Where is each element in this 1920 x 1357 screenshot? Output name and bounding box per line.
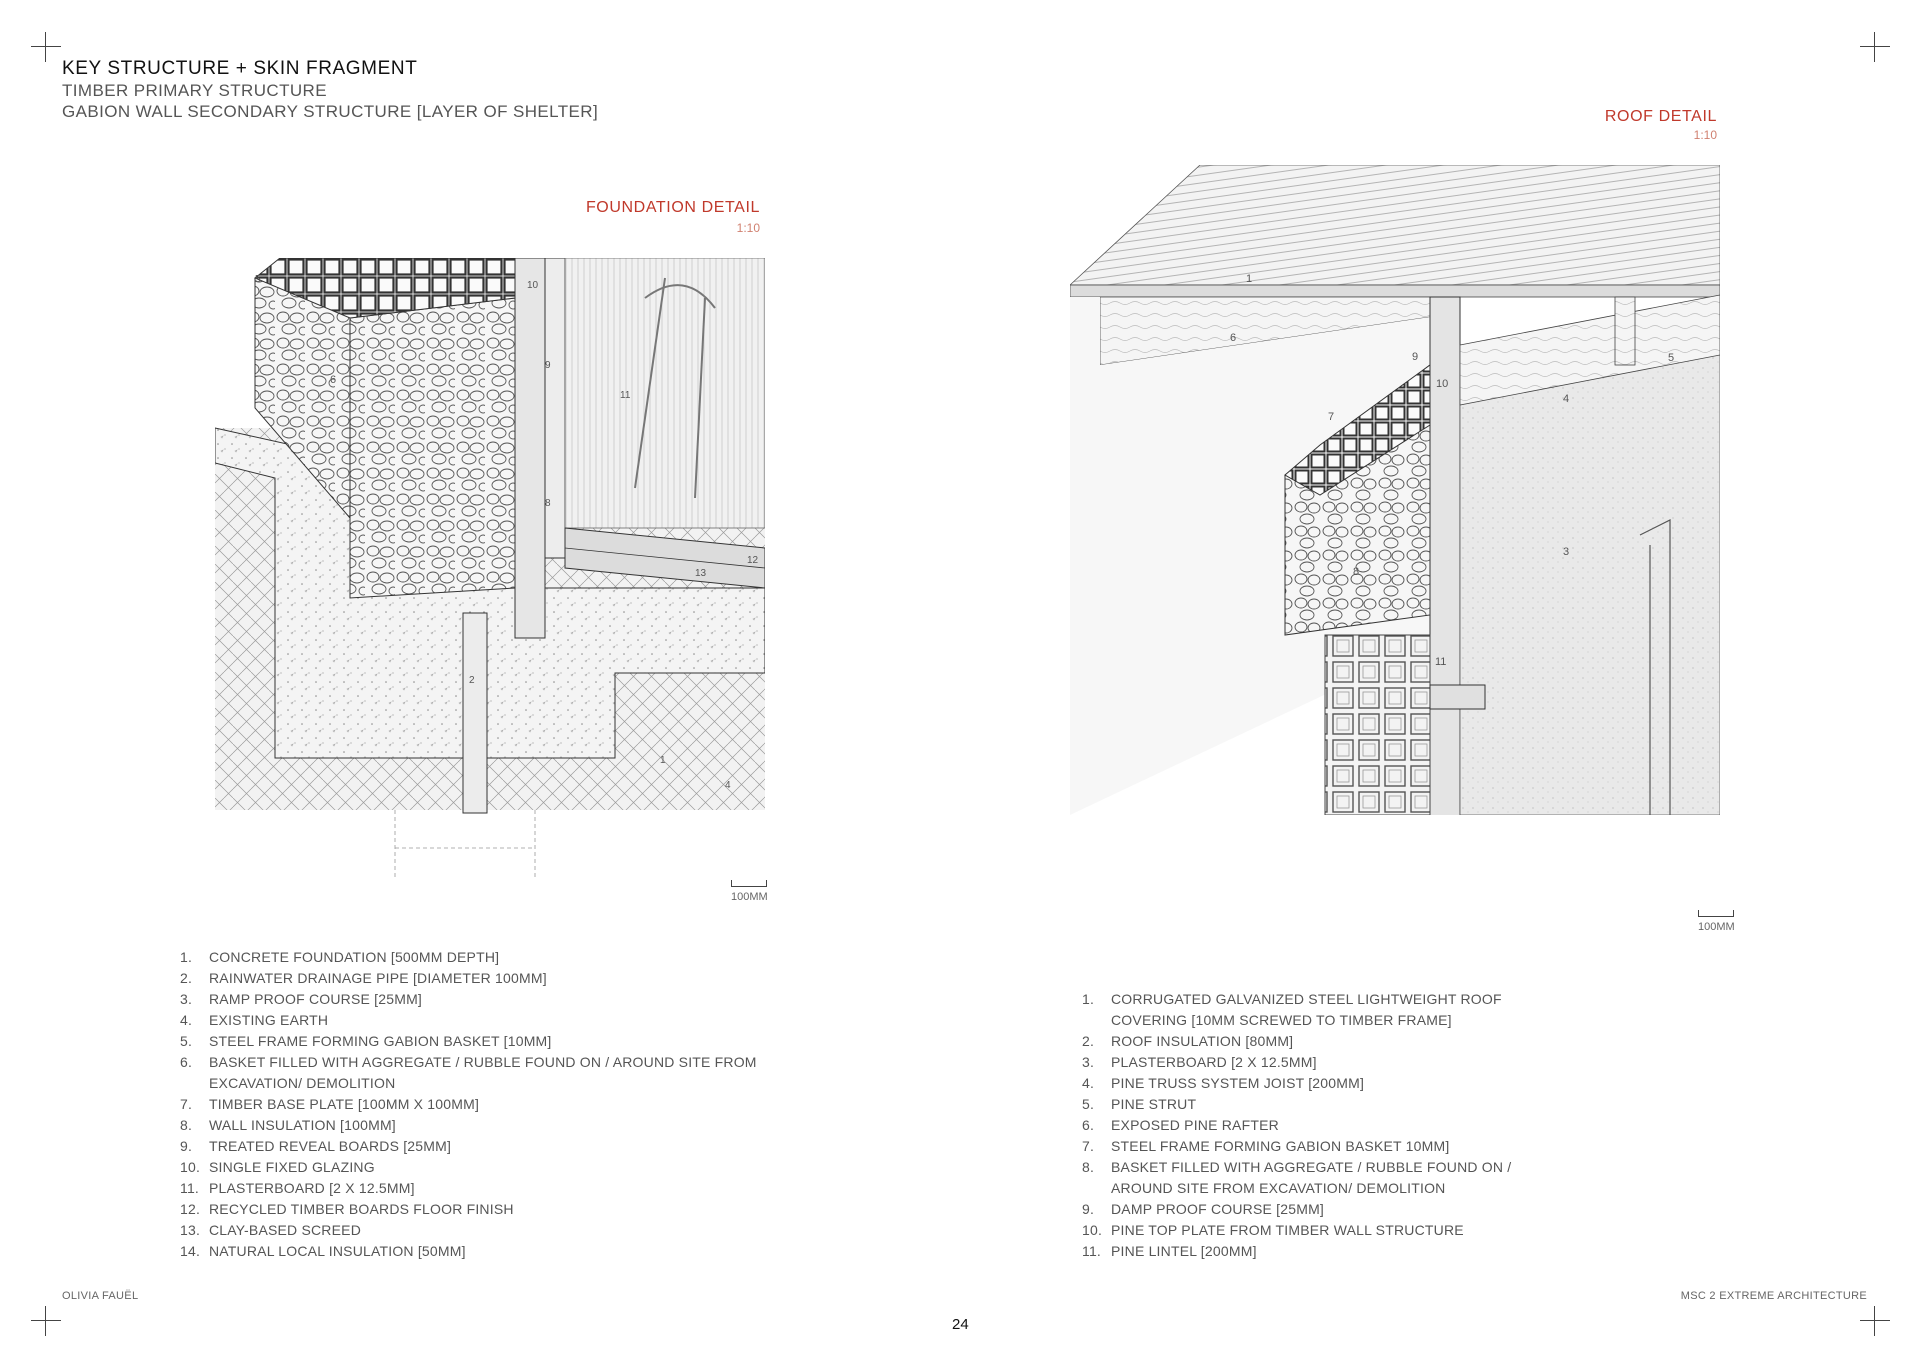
legend-item-number: 11. — [1082, 1243, 1102, 1259]
legend-item — [180, 1031, 780, 1052]
corrugated-roof — [1070, 165, 1720, 285]
pine-strut — [1615, 297, 1635, 365]
legend-item-number: 13. — [180, 1222, 201, 1238]
legend-item-number: 8. — [1082, 1159, 1095, 1175]
roof-legend — [1082, 989, 1522, 1262]
callout-11: 11 — [1435, 656, 1447, 668]
legend-item — [180, 968, 780, 989]
crop-mark-bottom-right — [1860, 1306, 1890, 1336]
legend-item-number: 14. — [180, 1243, 201, 1259]
legend-item-text: RAMP PROOF COURSE [25MM] — [209, 991, 423, 1007]
legend-item-text: TIMBER BASE PLATE [100MM X 100MM] — [209, 1096, 480, 1112]
legend-item-text: EXPOSED PINE RAFTER — [1111, 1117, 1279, 1133]
roof-detail-title: ROOF DETAIL — [1604, 108, 1717, 125]
callout-1: 1 — [1246, 273, 1253, 285]
legend-item — [180, 1115, 780, 1136]
crop-mark-bottom-left — [31, 1306, 61, 1336]
legend-item-text: PINE TRUSS SYSTEM JOIST [200MM] — [1111, 1075, 1365, 1091]
legend-item-number: 4. — [180, 1012, 193, 1028]
legend-item-number: 10. — [180, 1159, 201, 1175]
legend-item — [180, 1199, 780, 1220]
interior-plasterboard — [565, 258, 765, 528]
footer-course: MSC 2 EXTREME ARCHITECTURE — [1680, 1290, 1867, 1302]
callout-5: 5 — [255, 274, 261, 285]
legend-item — [1082, 1157, 1522, 1199]
legend-item — [1082, 1073, 1522, 1094]
roof-drawing-svg — [1070, 165, 1720, 815]
interior-plasterboard — [1460, 345, 1720, 815]
page-subtitle-primary: TIMBER PRIMARY STRUCTURE — [62, 81, 327, 100]
legend-item-text: DAMP PROOF COURSE [25MM] — [1111, 1201, 1325, 1217]
legend-item — [180, 1220, 780, 1241]
roof-detail-scale: 1:10 — [1693, 128, 1717, 142]
legend-item-text: BASKET FILLED WITH AGGREGATE / RUBBLE FOUND ON / AROUND SITE FROM EXCAVATION/ DEMOLITION — [1111, 1159, 1512, 1196]
foundation-detail-drawing — [215, 258, 765, 880]
callout-11: 11 — [620, 390, 631, 401]
legend-item-text: PINE STRUT — [1111, 1096, 1197, 1112]
legend-item-text: STEEL FRAME FORMING GABION BASKET 10MM] — [1111, 1138, 1450, 1154]
legend-item-number: 7. — [180, 1096, 193, 1112]
foundation-detail-title: FOUNDATION DETAIL — [585, 199, 760, 216]
callout-9: 9 — [1412, 351, 1419, 363]
legend-item-text: SINGLE FIXED GLAZING — [209, 1159, 375, 1175]
callout-9: 9 — [545, 360, 551, 371]
roof-scalebar — [1698, 910, 1734, 933]
legend-item-number: 12. — [180, 1201, 201, 1217]
legend-item-text: PINE TOP PLATE FROM TIMBER WALL STRUCTURE — [1111, 1222, 1464, 1238]
legend-item-number: 1. — [1082, 991, 1095, 1007]
legend-item-text: CLAY-BASED SCREED — [209, 1222, 362, 1238]
legend-item-number: 9. — [180, 1138, 193, 1154]
wall-insulation — [515, 258, 545, 638]
crop-mark-top-left — [31, 32, 61, 62]
crop-mark-top-right — [1860, 32, 1890, 62]
legend-item-number: 5. — [1082, 1096, 1095, 1112]
footer-author: OLIVIA FAUËL — [62, 1290, 139, 1302]
callout-12: 12 — [747, 555, 759, 566]
callout-8: 8 — [545, 498, 551, 509]
legend-item-text: NATURAL LOCAL INSULATION [50MM] — [209, 1243, 466, 1259]
legend-item — [180, 1010, 780, 1031]
legend-item-text: BASKET FILLED WITH AGGREGATE / RUBBLE FOUND ON / AROUND SITE FROM EXCAVATION/ DEMOLITION — [209, 1054, 757, 1091]
page-subtitle-secondary: GABION WALL SECONDARY STRUCTURE [LAYER OF SHELTER] — [62, 102, 599, 121]
page-number: 24 — [952, 1316, 969, 1333]
legend-item — [180, 1094, 780, 1115]
gabion-basket-front — [350, 298, 515, 598]
legend-item-text: PLASTERBOARD [2 X 12.5MM] — [209, 1180, 415, 1196]
legend-item — [1082, 989, 1522, 1031]
legend-item — [180, 947, 780, 968]
legend-item-number: 4. — [1082, 1075, 1095, 1091]
callout-7: 7 — [1328, 411, 1335, 423]
legend-item — [180, 1241, 780, 1262]
legend-item-number: 3. — [1082, 1054, 1095, 1070]
callout-2: 2 — [469, 675, 475, 686]
legend-item-text: ROOF INSULATION [80MM] — [1111, 1033, 1294, 1049]
callout-1: 1 — [660, 755, 666, 766]
roof-scalebar-label: 100MM — [1698, 921, 1735, 933]
legend-item — [180, 1052, 780, 1094]
legend-item-text: RAINWATER DRAINAGE PIPE [DIAMETER 100MM] — [209, 970, 547, 986]
legend-item-number: 2. — [180, 970, 193, 986]
callout-3: 3 — [1563, 546, 1570, 558]
pipe-continuation — [395, 810, 535, 880]
legend-item-text: WALL INSULATION [100MM] — [209, 1117, 396, 1133]
legend-item-text: RECYCLED TIMBER BOARDS FLOOR FINISH — [209, 1201, 514, 1217]
foundation-scalebar — [731, 880, 767, 903]
legend-item — [1082, 1136, 1522, 1157]
treated-reveal-boards — [545, 258, 565, 558]
foundation-scalebar-label: 100MM — [731, 891, 768, 903]
legend-item — [1082, 1052, 1522, 1073]
callout-10: 10 — [1436, 378, 1449, 390]
legend-item — [1082, 1031, 1522, 1052]
legend-item-number: 2. — [1082, 1033, 1095, 1049]
callout-10: 10 — [527, 280, 539, 291]
legend-item — [1082, 1094, 1522, 1115]
roof-insulation — [1070, 285, 1720, 297]
page-title: KEY STRUCTURE + SKIN FRAGMENT — [62, 58, 418, 79]
legend-item-text: STEEL FRAME FORMING GABION BASKET [10MM] — [209, 1033, 552, 1049]
drainage-pipe — [463, 613, 487, 813]
legend-item-text: CONCRETE FOUNDATION [500MM DEPTH] — [209, 949, 500, 965]
callout-5: 5 — [1668, 352, 1675, 364]
pine-top-plate — [1430, 297, 1460, 815]
legend-item-number: 3. — [180, 991, 193, 1007]
legend-item-text: TREATED REVEAL BOARDS [25MM] — [209, 1138, 452, 1154]
legend-item-number: 7. — [1082, 1138, 1095, 1154]
legend-item-number: 11. — [180, 1180, 200, 1196]
foundation-detail-scale: 1:10 — [736, 221, 760, 235]
legend-item — [180, 1157, 780, 1178]
callout-13: 13 — [695, 568, 707, 579]
legend-item-text: CORRUGATED GALVANIZED STEEL LIGHTWEIGHT ROOF COVERING [10MM SCREWED TO TIMBER FRAME] — [1111, 991, 1502, 1028]
legend-item — [1082, 1241, 1522, 1262]
roof-detail-drawing — [1070, 165, 1720, 815]
legend-item-number: 1. — [180, 949, 193, 965]
foundation-drawing-svg — [215, 258, 765, 880]
legend-item-number: 6. — [180, 1054, 193, 1070]
legend-item — [1082, 1199, 1522, 1220]
legend-item-number: 10. — [1082, 1222, 1103, 1238]
legend-item — [180, 1178, 780, 1199]
legend-item — [1082, 1220, 1522, 1241]
legend-item-text: PLASTERBOARD [2 X 12.5MM] — [1111, 1054, 1317, 1070]
legend-item-number: 8. — [180, 1117, 193, 1133]
legend-item-text: PINE LINTEL [200MM] — [1111, 1243, 1257, 1259]
pine-lintel — [1430, 685, 1485, 709]
legend-item-number: 5. — [180, 1033, 193, 1049]
legend-item-text: EXISTING EARTH — [209, 1012, 329, 1028]
legend-item — [1082, 1115, 1522, 1136]
legend-item — [180, 1136, 780, 1157]
legend-item — [180, 989, 780, 1010]
callout-4: 4 — [725, 780, 731, 791]
legend-item-number: 9. — [1082, 1201, 1095, 1217]
callout-8: 8 — [1353, 566, 1360, 578]
callout-6: 6 — [1230, 332, 1237, 344]
glazing-blocks — [1325, 635, 1430, 815]
foundation-legend — [180, 947, 780, 1262]
legend-item-number: 6. — [1082, 1117, 1095, 1133]
callout-6: 6 — [330, 374, 337, 386]
callout-4: 4 — [1563, 393, 1570, 405]
